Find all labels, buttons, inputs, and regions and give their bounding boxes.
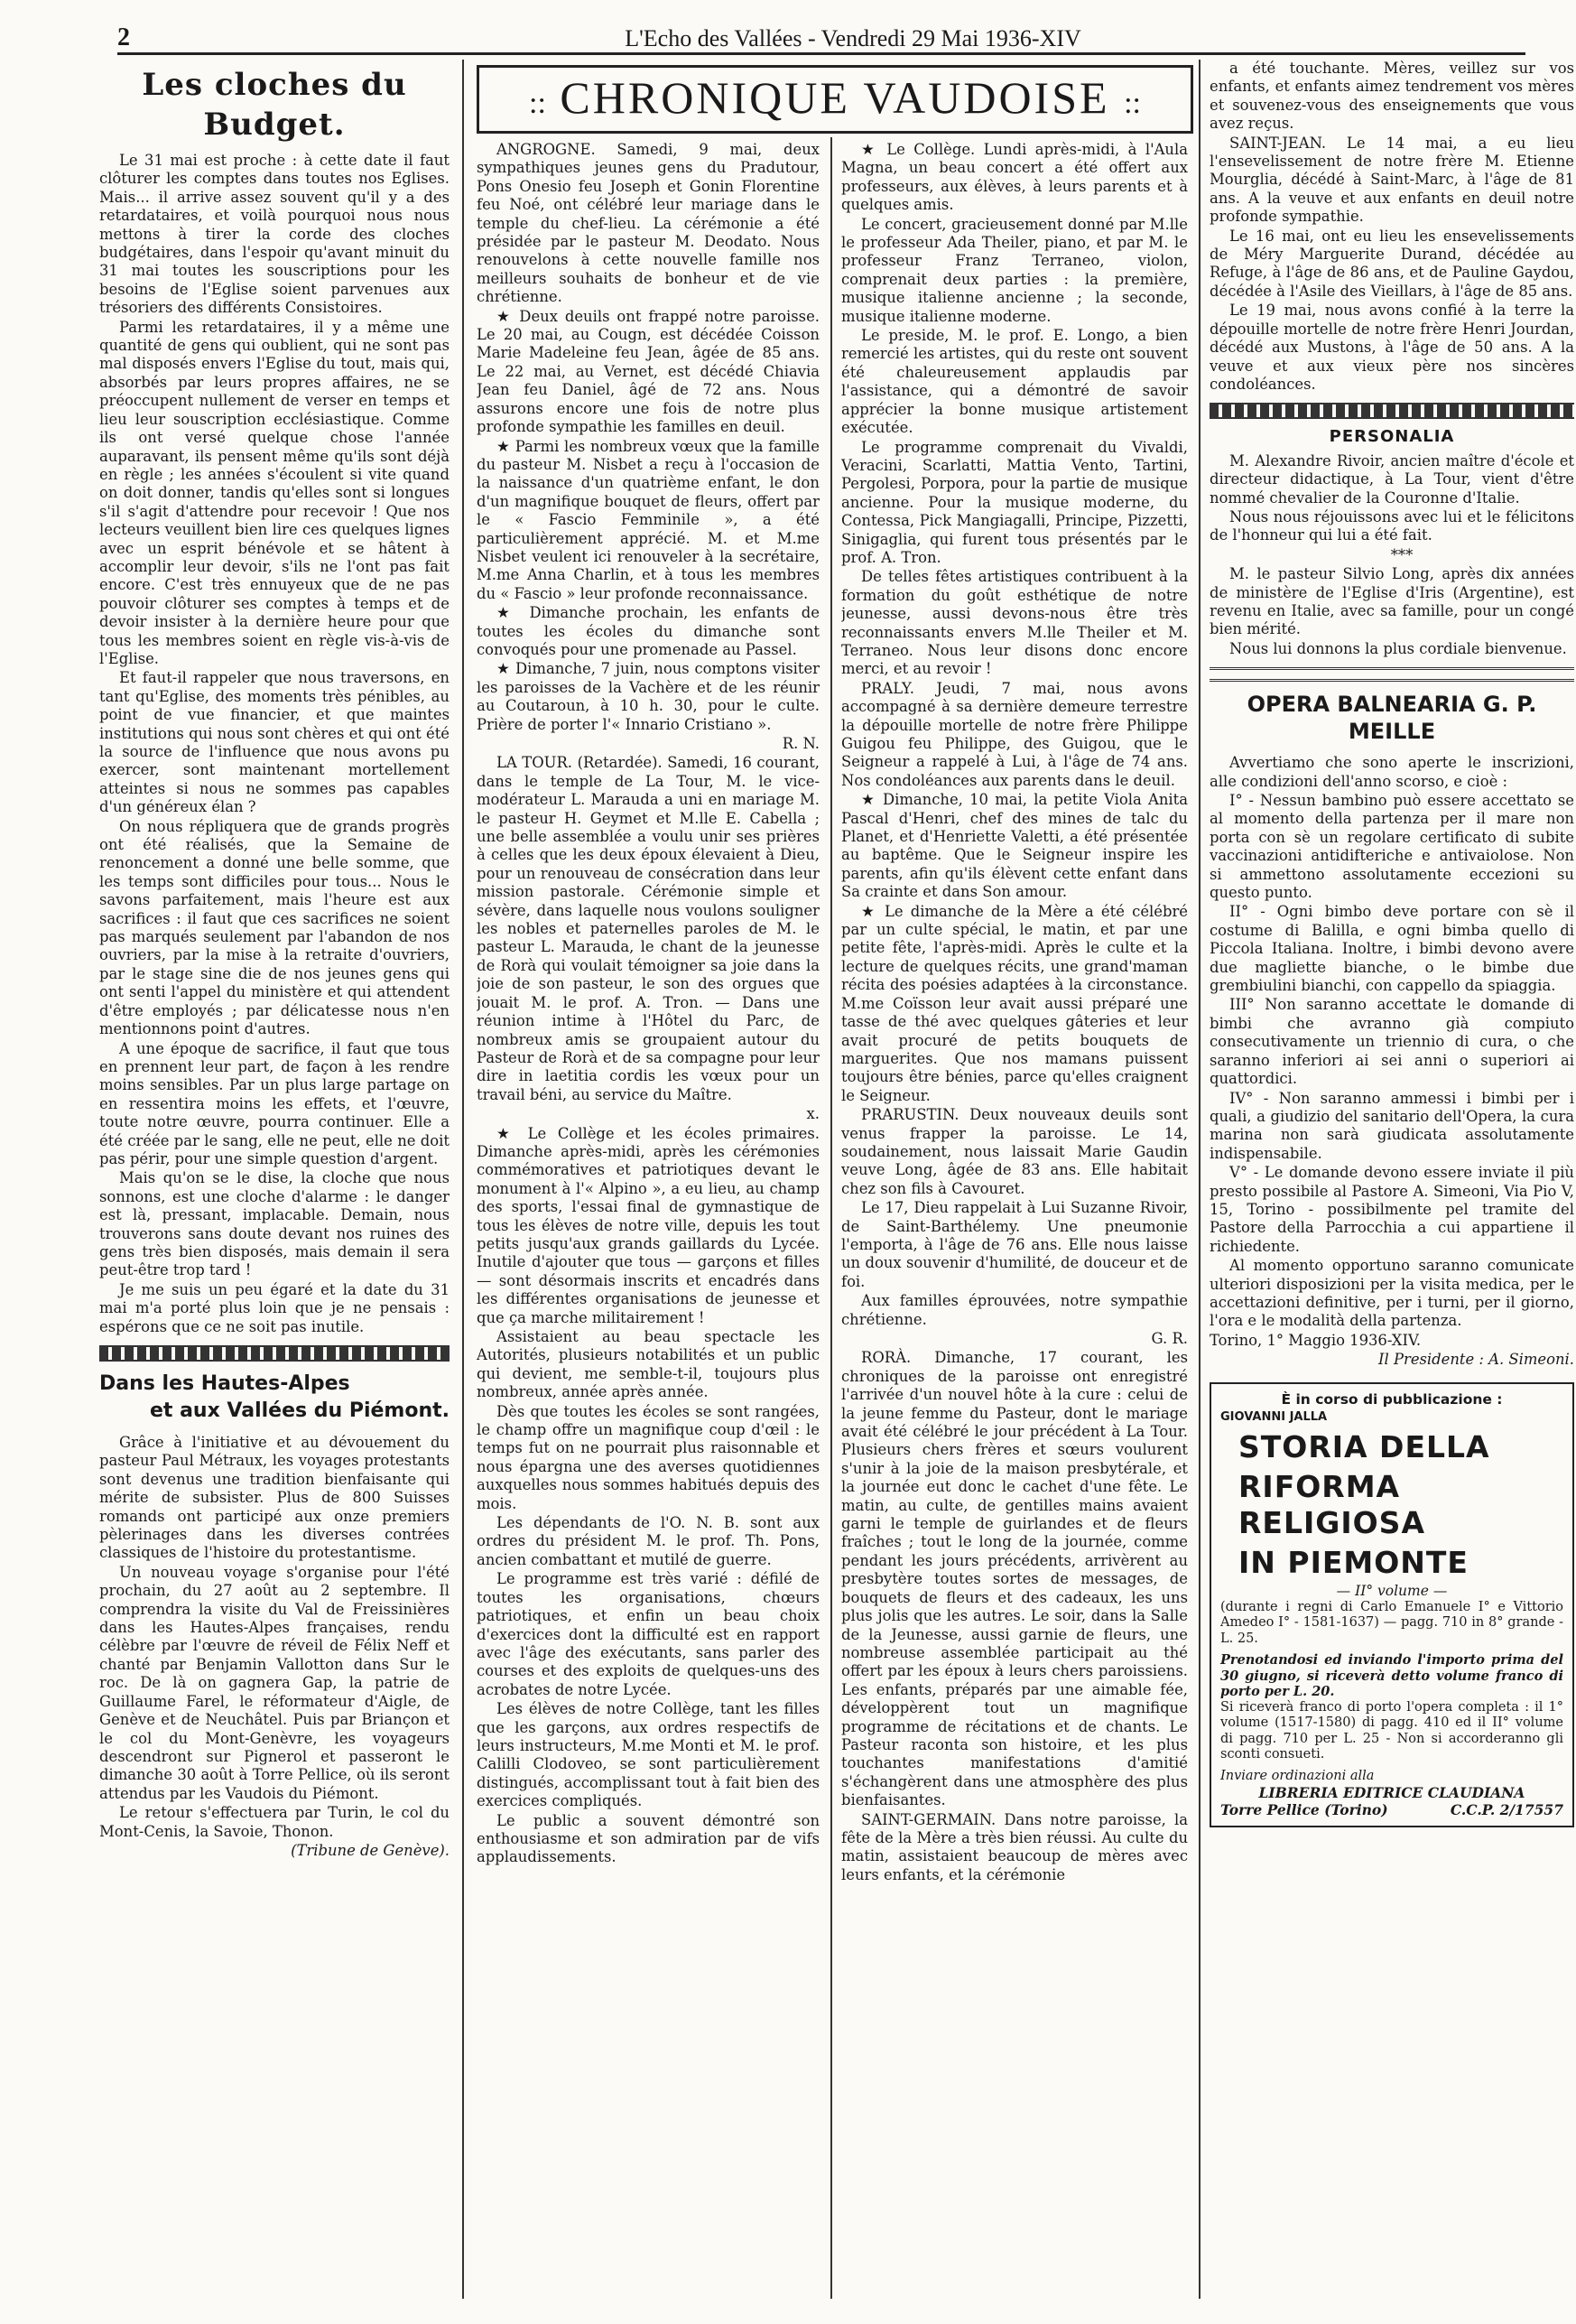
column-1 — [99, 60, 450, 2290]
ad-complete-work: Si riceverà franco di porto l'opera completa : il 1° volume (1517-1580) di pagg. 410 ed il II° volume di pagg. 710 per L. 25 - Non si accorderanno gli sconti consueti. — [1220, 1699, 1563, 1762]
paragraph: Parmi les retardataires, il y a même une quantité de gens qui oublient, qui ne sont pas mal disposés envers l'Eglise du tout, mais qui, absorbés par leurs propres affaires, ne se préoccupent nullement de verser en temps et lieu leur souscription ecclésiastique. Comme ils ont versé quelque chose l'année auparavant, ils pensent même qu'ils sont déjà en règle ; les années s'écoulent si vite quand on doit donner, tandis qu'elles sont si longues s'il s'agit d'attendre pour recevoir ! Que nos lecteurs veuillent bien lire ces quelques lignes avec un esprit bénévole et se hâtent à accomplir leur devoir, s'ils ne l'ont pas fait encore. C'est très ennuyeux que de ne pas pouvoir clôturer ses comptes à temps et de devoir insister à la dernière heure pour que tous les membres soient en règle vis-à-vis de l'Eglise. — [99, 318, 450, 667]
paragraph: ★ Le Collège et les écoles primaires. Dimanche après-midi, après les cérémonies commémoratives et patriotiques devant le monument à l'« Alpino », a eu lieu, au champ des sports, l'essai final de gymnastique de tous les élèves de notre ville, depuis les tout petits jusqu'aux grands gaillards du Lycée. Inutile d'ajouter que tous — garçons et filles — sont désormais inscrits et encadrés dans les différentes organisations de jeunesse et que ça marche militairement ! — [477, 1124, 820, 1326]
paragraph: ANGROGNE. Samedi, 9 mai, deux sympathiques jeunes gens du Pradutour, Pons Onesio feu Joseph et Gonin Florentine feu Noé, ont célébré leur mariage dans le temple du chef-lieu. La cérémonie a été présidée par le pasteur M. Deodato. Nous renouvelons à cette nouvelle famille nos meilleurs souhaits de bonheur et de vie chrétienne. — [477, 141, 820, 306]
paragraph: Avvertiamo che sono aperte le inscrizioni, alle condizioni dell'anno scorso, e cioè : — [1210, 754, 1574, 790]
paragraph: ★ Le dimanche de la Mère a été célébré par un culte spécial, le matin, et par une petite fête, l'après-midi. Après le culte et la lecture de quelques récits, une grand'maman récita des poésies adaptées à la circonstance. M.me Coïsson leur avait aussi préparé une tasse de thé avec quelques gâteries et leur avait procuré de petits bouquets de marguerites. Que nos mamans puissent toujours être bénies, parce qu'elles craignent le Seigneur. — [841, 902, 1188, 1104]
paragraph: SAINT-JEAN. Le 14 mai, a eu lieu l'ensevelissement de notre frère M. Etienne Mourglia, décédé à Saint-Marc, à l'âge de 81 ans. A la veuve et aux enfants en deuil notre profonde sympathie. — [1210, 134, 1574, 226]
signature: x. — [806, 1105, 820, 1123]
ad-order-note: Inviare ordinazioni alla — [1220, 1768, 1375, 1783]
paragraph: Le 19 mai, nous avons confié à la terre la dépouille mortelle de notre frère Henri Jourdan, décédé aux Mustons, à l'âge de 50 ans. A la veuve et aux vieux père nos sincères condoléances. — [1210, 302, 1574, 393]
paragraph: Le preside, M. le prof. E. Longo, a bien remercié les artistes, qui du reste ont souvent été chaleureusement applaudis par l'assistance, qui a démontré de savoir apprécier la bonne musique artistement exécutée. — [841, 327, 1188, 437]
paragraph: M. Alexandre Rivoir, ancien maître d'école et directeur didactique, à La Tour, vient d'être nommé chevalier de la Couronne d'Italie. — [1210, 451, 1574, 507]
column-3 — [841, 141, 1188, 2308]
title-line-1: Dans les Hautes-Alpes — [99, 1372, 350, 1395]
paragraph: III° Non saranno accettate le domande di bimbi che avranno già compiuto consecutivamente un triennio di cura, o che saranno inferiori ai sei anni o superiori ai quattordici. — [1210, 996, 1574, 1088]
paragraph: Le public a souvent démontré son enthousiasme et son admiration par de vifs applaudissements. — [477, 1811, 820, 1866]
signature: *** — [1390, 545, 1414, 563]
running-header — [117, 13, 1525, 55]
paragraph: II° - Ogni bimbo deve portare con sè il costume di Balilla, e ogni bimba quello di Piccola Italiana. Inoltre, i bimbi devono avere due magliette bianche, o le bimbe due grembiulini bianchi, con cappello da spiaggia. — [1210, 903, 1574, 995]
opera-balnearia-heading: OPERA BALNEARIA G. P. MEILLE — [1247, 692, 1537, 745]
article-body-cloches — [99, 152, 450, 1336]
paragraph: Les dépendants de l'O. N. B. sont aux ordres du président M. le prof. Th. Pons, ancien combattant et mutilé de guerre. — [477, 1514, 820, 1568]
double-rule — [1210, 667, 1574, 682]
president-signature: Il Presidente : A. Simeoni. — [1378, 1351, 1574, 1369]
paragraph: ★ Deux deuils ont frappé notre paroisse. Le 20 mai, au Cougn, est décédée Coisson Marie Madeleine feu Jean, âgée de 85 ans. Le 22 mai, au Vernet, est décédé Chiavia Jean feu Daniel, âgé de 72 ans. Nous assurons encore une fois de notre plus profonde sympathie les familles en deuil. — [477, 307, 820, 436]
paragraph: IV° - Non saranno ammessi i bimbi per i quali, a giudizio del sanitario dell'Opera, la cura marina non sarà giudicata assolutamente indispensabile. — [1210, 1089, 1574, 1162]
article-title-hautes-alpes — [99, 1371, 450, 1425]
paragraph: V° - Le domande devono essere inviate il più presto possibile al Pastore A. Simeoni, Via Pio V, 15, Torino - possibilmente pel tramite del Pastore della Parrocchia a cui appartiene il richiedente. — [1210, 1164, 1574, 1255]
paragraph: Nous nous réjouissons avec lui et le félicitons de l'honneur qui lui a été fait. — [1210, 507, 1574, 544]
page-number: 2 — [117, 23, 130, 51]
paragraph: M. le pasteur Silvio Long, après dix années de ministère de l'Eglise d'Iris (Argentine), est revenu en Italie, avec sa famille, pour un congé bien mérité. — [1210, 565, 1574, 638]
paragraph: A une époque de sacrifice, il faut que tous en prennent leur part, de façon à les rendre moins sensibles. Par un plus large partage on en ressentira moins les effets, et l'œuvre, toute notre œuvre, pourra continuer. Elle a été créée par le sang, elle ne peut, elle ne doit pas périr, pour une simple question d'argent. — [99, 1039, 450, 1167]
column-rule — [462, 60, 464, 2299]
paragraph: PRARUSTIN. Deux nouveaux deuils sont venus frapper la paroisse. Le 14, soudainement, nous laissait Marie Gaudin veuve Long, âgée de 83 ans. Elle habitait chez son fils à Cavouret. — [841, 1106, 1188, 1197]
ad-announcement: È in corso di pubblicazione : — [1281, 1390, 1503, 1408]
paragraph: LA TOUR. (Retardée). Samedi, 16 courant, dans le temple de La Tour, M. le vice-modérateur L. Marauda a uni en mariage M. le pasteur H. Geymet et M.lle E. Cabella ; une belle assemblée a voulu unir ses prières à celles que les deux époux élevaient à Dieu, pour un renouveau de consécration dans leur mission pastorale. Cérémonie simple et sévère, dans laquelle nous voulons souligner les nobles et paternelles paroles de M. le pasteur L. Marauda, le chant de la jeunesse de Rorà qui voulait témoigner sa joie dans la joie de son pasteur, le son des orgues que jouait M. le prof. A. Tron. — Dans une réunion intime à l'Hôtel du Parc, de nombreux amis se groupaient autour du Pasteur de Rorà et de sa compagne pour leur dire in laetitia cordis les vœux pour un travail béni, au service du Maître. — [477, 754, 820, 1103]
column-rule — [830, 137, 832, 2299]
chronicle-body-col2 — [477, 141, 820, 1867]
ad-publisher: LIBRERIA EDITRICE CLAUDIANA — [1258, 1784, 1525, 1802]
ad-title-line-1: STORIA DELLA — [1238, 1428, 1490, 1464]
paragraph: Le concert, gracieusement donné par M.lle le professeur Ada Theiler, piano, et par M. le professeur Franz Terraneo, violon, comprenait deux parties : la première, musique italienne ancienne ; la seconde, musique italienne moderne. — [841, 215, 1188, 325]
paragraph: Al momento opportuno saranno comunicate ulteriori disposizioni per la visita medica, per le accettazioni definitive, per i turni, per il giorno, l'ora e le modalità della partenza. — [1210, 1257, 1574, 1330]
paragraph: Le programme est très varié : défilé de toutes les organisations, chœurs patriotiques, et enfin un beau choix d'exercices dont la difficulté est en rapport avec l'âge des exécutants, sans parler des courses et des exploits de quelques-uns des acrobates de notre Lycée. — [477, 1570, 820, 1698]
paragraph: Un nouveau voyage s'organise pour l'été prochain, du 27 août au 2 septembre. Il comprendra la visite du Val de Freissinières dans les Hautes-Alpes françaises, rendu célèbre par l'œuvre de réveil de Félix Neff et chanté par Benjamin Vallotton dans Sur le roc. De là on gagnera Gap, la patrie de Guillaume Farel, le réformateur d'Aigle, de Genève et de Neuchâtel. Puis par Briançon et le col du Mont-Genèvre, les voyageurs descendront sur Pignerol et passeront le dimanche 30 août à Torre Pellice, où ils seront attendus par les Vaudois du Piémont. — [99, 1563, 450, 1802]
article-title-cloches: Les cloches du Budget. — [142, 67, 407, 143]
paragraph: De telles fêtes artistiques contribuent à la formation du goût esthétique de notre jeunesse, aussi devons-nous être très reconnaissants envers M.lle Theiler et M. Terraneo. Nous leur disons donc encore merci, et au revoir ! — [841, 568, 1188, 678]
chronique-vaudoise-banner — [477, 65, 1193, 134]
section-title: CHRONIQUE VAUDOISE — [560, 72, 1110, 123]
personalia-heading: PERSONALIA — [1329, 427, 1455, 447]
opera-balnearia-body — [1210, 754, 1574, 1331]
banner-dots-left: :: — [529, 87, 546, 120]
ad-volume: — II° volume — — [1336, 1582, 1448, 1599]
paragraph: Le programme comprenait du Vivaldi, Veracini, Scarlatti, Mattia Vento, Tartini, Pergolesi, Porpora, pour la partie de musique ancienne. Pour la musique moderne, du Contessa, Pick Mangiagalli, Principe, Pizzetti, Sinigaglia, qui furent tous présentés par le prof. A. Tron. — [841, 438, 1188, 566]
paragraph: Le 31 mai est proche : à cette date il faut clôturer les comptes dans toutes nos Eglises. Mais... il arrive assez souvent qu'il y a des retardataires, et voilà pourquoi nous nous mettons à tirer la corde des cloches budgétaires, dans l'espoir qu'avant minuit du 31 mai toutes les souscriptions pour les besoins de l'Eglise soient parvenues aux trésoriers des différents Consistoires. — [99, 152, 450, 317]
personalia-body — [1210, 452, 1574, 658]
paragraph: RORÀ. Dimanche, 17 courant, les chroniques de la paroisse ont enregistré l'arrivée d'un nouvel hôte à la cure : celui de la jeune femme du Pasteur, dont le mariage avait été célébré le jour précédent à La Tour. Plusieurs chers frères et sœurs voulurent s'unir à la joie de la maison presbytérale, et la journée eut donc le cachet d'une fête. Le matin, au culte, de gentilles mains avaient garni le temple de guirlandes et de fleurs fraîches ; tout le long de la journée, comme pendant les jours précédents, arrivèrent au presbytère toutes sortes de messages, de bouquets de fleurs et des cadeaux, les uns plus jolis que les autres. Le soir, dans la Salle de la Jeunesse, aussi garnie de fleurs, une nombreuse assemblée participait au thé offert par les époux à leurs chers paroissiens. Les enfants, préparés par une aimable fée, développèrent tout un magnifique programme de récitations et de chants. Le Pasteur raconta son histoire, et les plus touchantes manifestations d'amitié s'échangèrent dans une atmosphère des plus bienfaisantes. — [841, 1349, 1188, 1809]
paragraph: Assistaient au beau spectacle les Autorités, plusieurs notabilités et un public qui devient, me semble-t-il, toujours plus nombreux, année après année. — [477, 1328, 820, 1401]
ornamental-divider — [1210, 403, 1574, 419]
masthead-line: L'Echo des Vallées - Vendredi 29 Mai 1936-XIV — [625, 25, 1081, 51]
signature: G. R. — [1151, 1330, 1188, 1347]
ad-description: (durante i regni di Carlo Emanuele I° e Vittorio Amedeo I° - 1581-1637) — pagg. 710 in 8° grande - L. 25. — [1220, 1599, 1563, 1646]
paragraph: Mais qu'on se le dise, la cloche que nous sonnons, est une cloche d'alarme : le danger est là, pressant, implacable. Demain, nous trouverons sans doute devant nos ruines des gens très bien disposés, mais demain il sera peut-être trop tard ! — [99, 1169, 450, 1279]
paragraph: On nous répliquera que de grands progrès ont été réalisés, que la Semaine de renoncement a donné une belle somme, que les temps sont difficiles pour tous... Nous le savons parfaitement, mais l'heure est aux sacrifices : il faut que ces sacrifices ne soient pas marqués seulement par l'abandon de nos ouvriers, par la mise à la retraite d'ouvriers, par le stage sine die de nos jeunes gens qui ont senti l'appel du ministère et qui attendent d'être employés ; par délicatesse nous n'en mentionnons point d'autres. — [99, 817, 450, 1038]
ad-title-line-2: RIFORMA RELIGIOSA — [1238, 1468, 1425, 1540]
paragraph: SAINT-GERMAIN. Dans notre paroisse, la fête de la Mère a très bien réussi. Au culte du matin, assistaient beaucoup de mères avec leurs enfants, et la cérémonie — [841, 1810, 1188, 1883]
column-rule — [1199, 60, 1201, 2299]
signature: R. N. — [782, 735, 820, 752]
ad-author: GIOVANNI JALLA — [1220, 1409, 1328, 1424]
chronicle-continuation — [1210, 60, 1574, 394]
title-line-2: et aux Vallées du Piémont. — [149, 1399, 450, 1422]
paragraph: Grâce à l'initiative et au dévouement du pasteur Paul Métraux, les voyages protestants sont devenus une tradition bienfaisante qui mérite de subsister. Plus de 800 Suisses romands ont participé aux onze premiers pèlerinages dans les diverses contrées classiques de l'histoire du protestantisme. — [99, 1434, 450, 1562]
paragraph: a été touchante. Mères, veillez sur vos enfants, et enfants aimez tendrement vos mères et souvenez-vous des enseignements que vous avez reçus. — [1210, 60, 1574, 133]
paragraph: ★ Dimanche prochain, les enfants de toutes les écoles du dimanche sont convoqués pour une promenade au Passel. — [477, 604, 820, 658]
paragraph: Les élèves de notre Collège, tant les filles que les garçons, aux ordres respectifs de leurs instructeurs, M.me Monti et M. le prof. Calilli Clodoveo, se sont particulièrement distingués, accomplissant tout à fait bien des exercices compliqués. — [477, 1700, 820, 1810]
paragraph: Dès que toutes les écoles se sont rangées, le champ offre un magnifique coup d'œil : le temps fut on ne pourrait plus raisonnable et nous épargna une des averses quotidiennes auxquelles nous sommes habitués depuis des mois. — [477, 1402, 820, 1512]
paragraph: PRALY. Jeudi, 7 mai, nous avons accompagné à sa dernière demeure terrestre la dépouille mortelle de notre frère Philippe Guigou feu Philippe, des Guigou, que le Seigneur a rappelé à Lui, à l'âge de 74 ans. Nos condoléances aux parents dans le deuil. — [841, 679, 1188, 789]
article-source: (Tribune de Genève). — [291, 1841, 450, 1859]
ornamental-divider — [99, 1345, 450, 1362]
article-body-hautes-alpes — [99, 1434, 450, 1841]
column-2 — [477, 141, 820, 2299]
paragraph: I° - Nessun bambino può essere accettato se al momento della partenza per il mare non porta con sè un regolare certificato di subite vaccinazioni antidifteriche e antivaiolose. Non si ammettono assolutamente eccezioni su questo punto. — [1210, 792, 1574, 902]
ad-address-row — [1220, 1801, 1563, 1818]
ad-prenotation: Prenotandosi ed inviando l'importo prima del 30 giugno, si riceverà detto volume franco di porto per L. 20. — [1220, 1652, 1563, 1700]
paragraph: ★ Parmi les nombreux vœux que la famille du pasteur M. Nisbet a reçu à l'occasion de la naissance d'un quatrième enfant, le don d'un magnifique bouquet de fleurs, offert par le « Fascio Femminile », a été particulièrement apprécié. M. et M.me Nisbet veulent ici renouveler à la secrétaire, M.me Anna Charlin, et à tous les membres du « Fascio » leur profonde reconnaissance. — [477, 437, 820, 602]
chronicle-body-col3 — [841, 141, 1188, 1884]
paragraph: Le 17, Dieu rappelait à Lui Suzanne Rivoir, de Saint-Barthélemy. Une pneumonie l'emporta, à l'âge de 76 ans. Elle nous laisse un doux souvenir d'humilité, de douceur et de foi. — [841, 1199, 1188, 1290]
banner-dots-right: :: — [1124, 87, 1141, 120]
paragraph: Et faut-il rappeler que nous traversons, en tant qu'Eglise, des moments très pénibles, au point de vue financier, et que maintes institutions qui nous sont chères et qui ont été la source de l'influence que nous avons pu exercer, sont maintenant mortellement atteintes si nous ne sommes pas capables d'un généreux élan ? — [99, 669, 450, 816]
ad-postal-account: C.C.P. 2/17557 — [1450, 1801, 1563, 1819]
ad-title-line-3: IN PIEMONTE — [1238, 1544, 1469, 1580]
paragraph: ★ Dimanche, 10 mai, la petite Viola Anita Pascal d'Henri, chef des mines de talc du Planet, et d'Henriette Valetti, a été présentée au baptême. Que le Seigneur inspire les parents, afin qu'ils élèvent cette enfant dans Sa crainte et dans Son amour. — [841, 791, 1188, 901]
paragraph: Nous lui donnons la plus cordiale bienvenue. — [1229, 639, 1567, 657]
paragraph: Le retour s'effectuera par Turin, le col du Mont-Cenis, la Savoie, Thonon. — [99, 1804, 450, 1840]
column-4 — [1210, 60, 1574, 2299]
ad-place: Torre Pellice (Torino) — [1220, 1801, 1388, 1819]
paragraph: ★ Le Collège. Lundi après-midi, à l'Aula Magna, un beau concert a été offert aux professeurs, aux élèves, à leurs parents et à quelques amis. — [841, 141, 1188, 214]
dateline: Torino, 1° Maggio 1936-XIV. — [1210, 1331, 1422, 1349]
paragraph: ★ Dimanche, 7 juin, nous comptons visiter les paroisses de la Vachère et de les réunir au Coutaroun, à 10 h. 30, pour le culte. Prière de porter l'« Innario Cristiano ». — [477, 660, 820, 733]
paragraph: Le 16 mai, ont eu lieu les ensevelissements de Méry Marguerite Durand, décédée au Refuge, à l'âge de 86 ans, et de Pauline Gaydou, décédée à l'Asile des Vieillars, à l'âge de 85 ans. — [1210, 227, 1574, 300]
paragraph: Je me suis un peu égaré et la date du 31 mai m'a porté plus loin que je ne pensais : espérons que ce ne soit pas inutile. — [99, 1280, 450, 1335]
paragraph: Aux familles éprouvées, notre sympathie chrétienne. — [841, 1292, 1188, 1328]
book-advertisement — [1210, 1382, 1574, 1828]
